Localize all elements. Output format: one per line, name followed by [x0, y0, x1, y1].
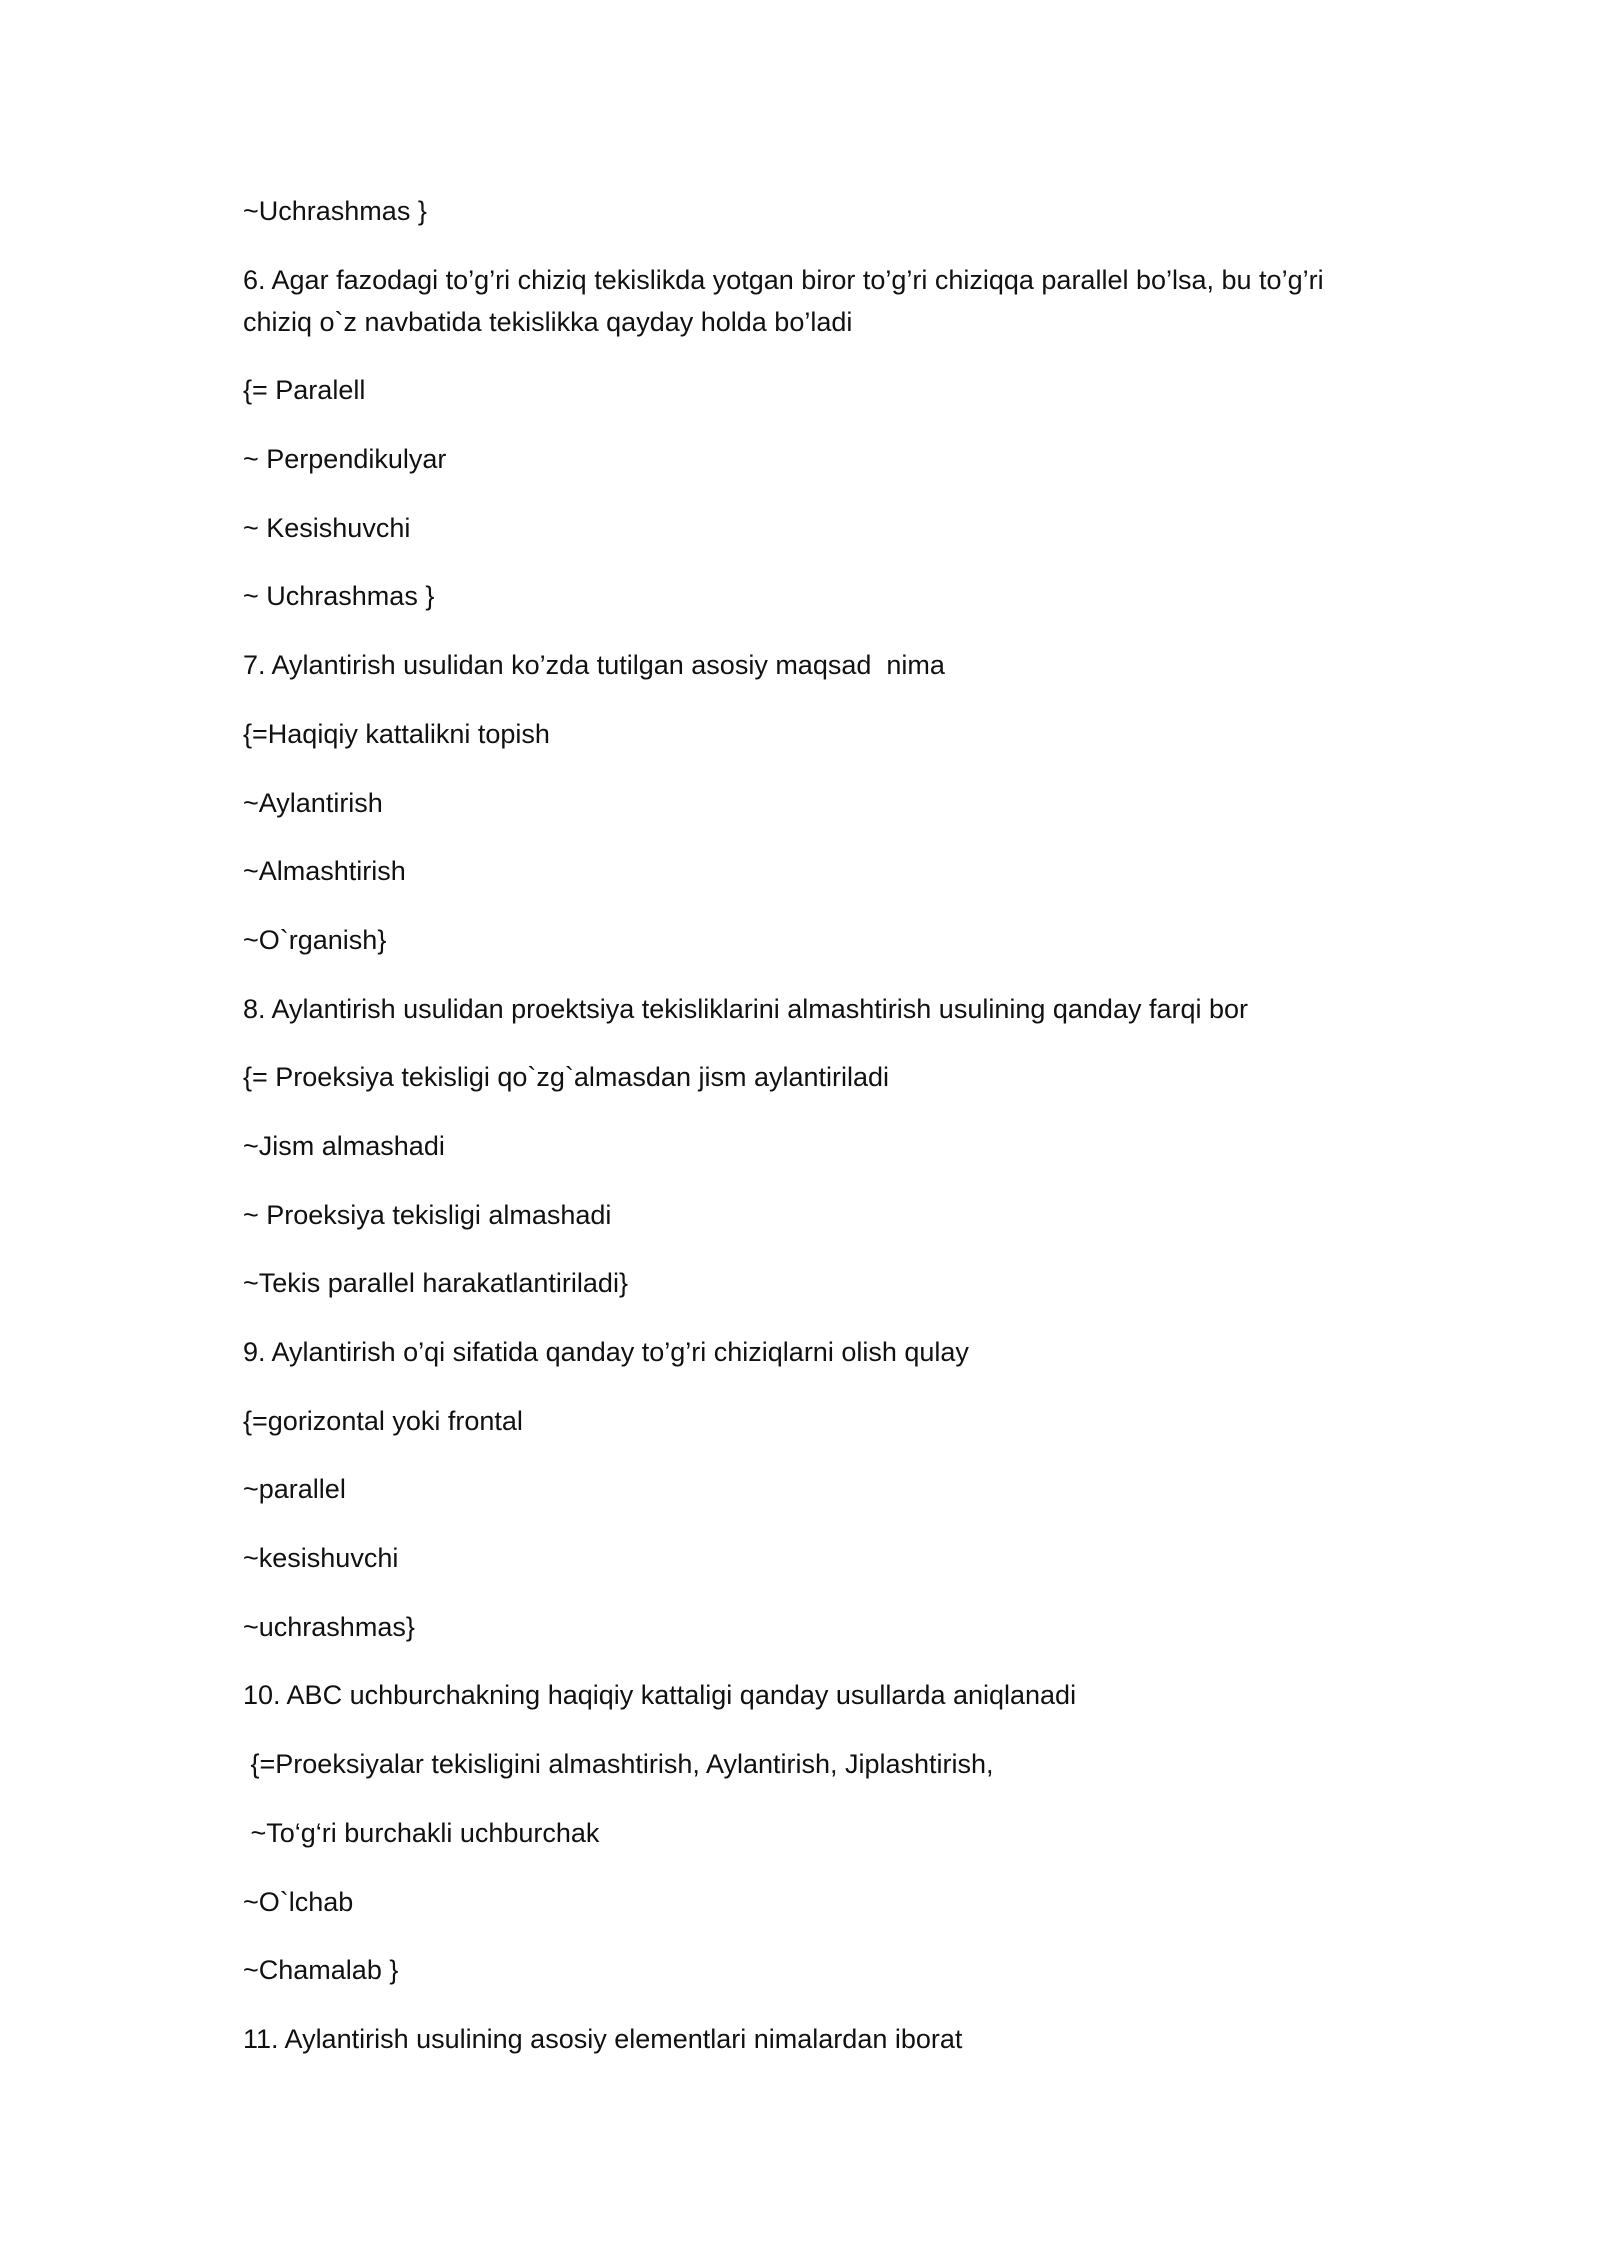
answer-option: ~Uchrashmas } — [243, 196, 427, 226]
answer-option: ~O`rganish} — [243, 924, 387, 955]
answer-option: ~O`lchab — [243, 1886, 354, 1917]
answer-option: ~uchrashmas} — [243, 1611, 415, 1642]
answer-option-correct: {=Proeksiyalar tekisligini almashtirish, Aylantirish, Jiplashtirish, — [243, 1749, 994, 1780]
answer-option: ~ Perpendikulyar — [243, 444, 447, 475]
answer-option-correct: {=Haqiqiy kattalikni topish — [243, 718, 550, 749]
document-body — [243, 190, 1373, 2087]
answer-option: ~ Kesishuvchi — [243, 512, 411, 543]
question-9: 9. Aylantirish o’qi sifatida qanday to’g’ri chiziqlarni olish qulay — [243, 1337, 969, 1367]
answer-option: ~Almashtirish — [243, 856, 406, 887]
answer-option-correct: {=gorizontal yoki frontal — [243, 1405, 523, 1436]
answer-option: ~Jism almashadi — [243, 1130, 445, 1161]
answer-option: ~kesishuvchi — [243, 1543, 399, 1574]
question-10: 10. ABC uchburchakning haqiqiy kattaligi qanday usullarda aniqlanadi — [243, 1680, 1077, 1711]
question-11: 11. Aylantirish usulining asosiy elementlari nimalardan iborat — [243, 2023, 963, 2054]
answer-option: ~parallel — [243, 1474, 346, 1505]
question-8: 8. Aylantirish usulidan proektsiya tekisliklarini almashtirish usulining qanday farqi bor — [243, 993, 1249, 1024]
answer-option: ~To‘g‘ri burchakli uchburchak — [243, 1817, 600, 1848]
question-6: 6. Agar fazodagi to’g’ri chiziq tekislikda yotgan biror to’g’ri chiziqqa parallel bo’lsa, bu to’g’ri chiziq o`z navbatida tekislikka qayday holda bo’ladi — [243, 264, 1324, 337]
answer-option: ~Tekis parallel harakatlantiriladi} — [243, 1268, 628, 1299]
answer-option-correct: {= Proeksiya tekisligi qo`zg`almasdan jism aylantiriladi — [243, 1062, 890, 1093]
answer-option: ~Chamalab } — [243, 1955, 399, 1986]
question-7: 7. Aylantirish usulidan ko’zda tutilgan asosiy maqsad nima — [243, 650, 945, 681]
answer-option: ~ Uchrashmas } — [243, 581, 435, 612]
answer-option: ~Aylantirish — [243, 787, 383, 818]
answer-option: ~ Proeksiya tekisligi almashadi — [243, 1199, 612, 1230]
answer-option-correct: {= Paralell — [243, 375, 366, 406]
